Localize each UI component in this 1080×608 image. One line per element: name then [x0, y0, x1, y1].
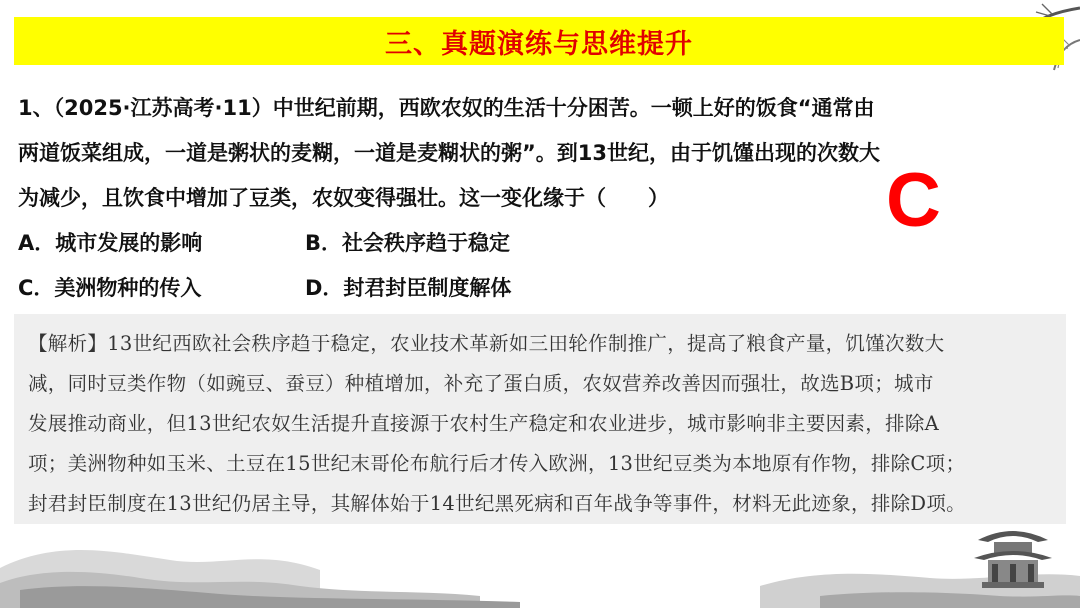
option-d: D．封君封臣制度解体	[305, 276, 512, 300]
question-line: 为减少，且饮食中增加了豆类，农奴变得强壮。这一变化缘于（ ）	[18, 186, 669, 210]
analysis-line: 减，同时豆类作物（如豌豆、蚕豆）种植增加，补充了蛋白质，农奴营养改善因而强壮，故选B项；城市	[28, 372, 934, 395]
pavilion-icon	[968, 518, 1058, 598]
option-c: C．美洲物种的传入	[18, 276, 202, 300]
option-a: A．城市发展的影响	[18, 231, 203, 255]
analysis-line: 发展推动商业，但13世纪农奴生活提升直接源于农村生产稳定和农业进步，城市影响非主要因素，排除A	[28, 412, 939, 435]
answer-letter: C	[886, 158, 941, 243]
title-banner	[14, 17, 1064, 65]
analysis-box	[14, 314, 1066, 524]
option-b: B．社会秩序趋于稳定	[305, 231, 511, 255]
analysis-line: 封君封臣制度在13世纪仍居主导，其解体始于14世纪黑死病和百年战争等事件，材料无此迹象，排除D项。	[28, 492, 966, 515]
question-line: 两道饭菜组成，一道是粥状的麦糊，一道是麦糊状的粥”。到13世纪，由于饥馑出现的次数大	[18, 141, 881, 165]
page-title: 三、真题演练与思维提升	[385, 28, 693, 60]
question-line: 1、（2025·江苏高考·11）中世纪前期，西欧农奴的生活十分困苦。一顿上好的饭食“通常由	[18, 96, 875, 120]
analysis-line: 项；美洲物种如玉米、土豆在15世纪末哥伦布航行后才传入欧洲，13世纪豆类为本地原有作物，排除C项；	[28, 452, 966, 475]
analysis-line: 【解析】13世纪西欧社会秩序趋于稳定，农业技术革新如三田轮作制推广，提高了粮食产量，饥馑次数大	[28, 332, 945, 355]
options-row-2	[18, 266, 1063, 311]
